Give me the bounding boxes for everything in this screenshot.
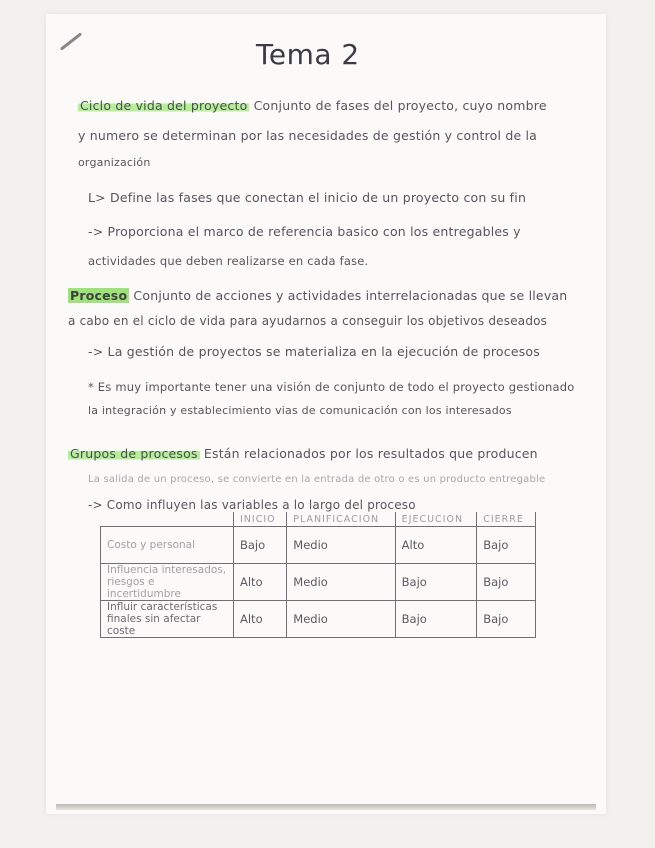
section1-bullet2-line1: -> Proporciona el marco de referencia basico con los entregables y — [88, 224, 521, 239]
section1-bullet2-line2: actividades que deben realizarse en cada fase. — [88, 254, 369, 268]
table-cell: Bajo — [234, 527, 287, 564]
section3-term: Grupos de procesos — [70, 446, 198, 461]
table-corner — [101, 512, 234, 527]
table-cell: Alto — [395, 527, 477, 564]
table-header: CIERRE — [477, 512, 536, 527]
page-title: Tema 2 — [256, 38, 360, 71]
table-row — [101, 601, 536, 638]
section1-bullet1: L> Define las fases que conectan el inicio de un proyecto con su fin — [88, 190, 527, 205]
table-cell: Alto — [234, 601, 287, 638]
section2-bullet2-line2: la integración y establecimiento vias de comunicación con los interesados — [88, 404, 512, 417]
section2-bullet2-line1: * Es muy importante tener una visión de conjunto de todo el proyecto gestionado — [88, 380, 575, 394]
table-cell: Bajo — [395, 601, 477, 638]
section3-line1 — [68, 446, 538, 461]
table-cell: Medio — [287, 527, 395, 564]
section3-faint-line: La salida de un proceso, se convierte en la entrada de otro o es un producto entregable — [88, 474, 546, 485]
row-label: Costo y personal — [101, 527, 234, 564]
table-cell: Bajo — [395, 564, 477, 601]
table-cell: Bajo — [477, 564, 536, 601]
section2-definition-line2: a cabo en el ciclo de vida para ayudarnos a conseguir los objetivos deseados — [68, 314, 548, 328]
section2-term: Proceso — [70, 288, 128, 303]
section2-bullet1: -> La gestión de proyectos se materializa en la ejecución de procesos — [88, 344, 540, 359]
section2-line1 — [68, 288, 567, 303]
page-bottom-edge — [56, 804, 596, 810]
table-header: PLANIFICACION — [287, 512, 395, 527]
section1-line1 — [78, 98, 547, 113]
section2-definition-line1: Conjunto de acciones y actividades interrelacionadas que se llevan — [133, 288, 568, 303]
row-label: Influencia interesados, riesgos e incertidumbre — [101, 564, 234, 601]
section3-definition-line1: Están relacionados por los resultados que producen — [203, 446, 538, 461]
table-cell: Bajo — [477, 601, 536, 638]
table-header: INICIO — [234, 512, 287, 527]
table-row — [101, 564, 536, 601]
table-cell: Medio — [287, 601, 395, 638]
variables-table — [100, 512, 536, 638]
section1-term: Ciclo de vida del proyecto — [80, 98, 248, 113]
section1-definition-line1: Conjunto de fases del proyecto, cuyo nombre — [253, 98, 547, 113]
table-header: EJECUCION — [395, 512, 477, 527]
section1-definition-line3: organización — [78, 156, 151, 169]
table-cell: Bajo — [477, 527, 536, 564]
section1-definition-line2: y numero se determinan por las necesidades de gestión y control de la — [78, 128, 538, 143]
table-intro: -> Como influyen las variables a lo largo del proceso — [88, 498, 416, 512]
table-cell: Medio — [287, 564, 395, 601]
table-cell: Alto — [234, 564, 287, 601]
row-label: Influir características finales sin afectar coste — [101, 601, 234, 638]
table-header-row — [101, 512, 536, 527]
table-row — [101, 527, 536, 564]
